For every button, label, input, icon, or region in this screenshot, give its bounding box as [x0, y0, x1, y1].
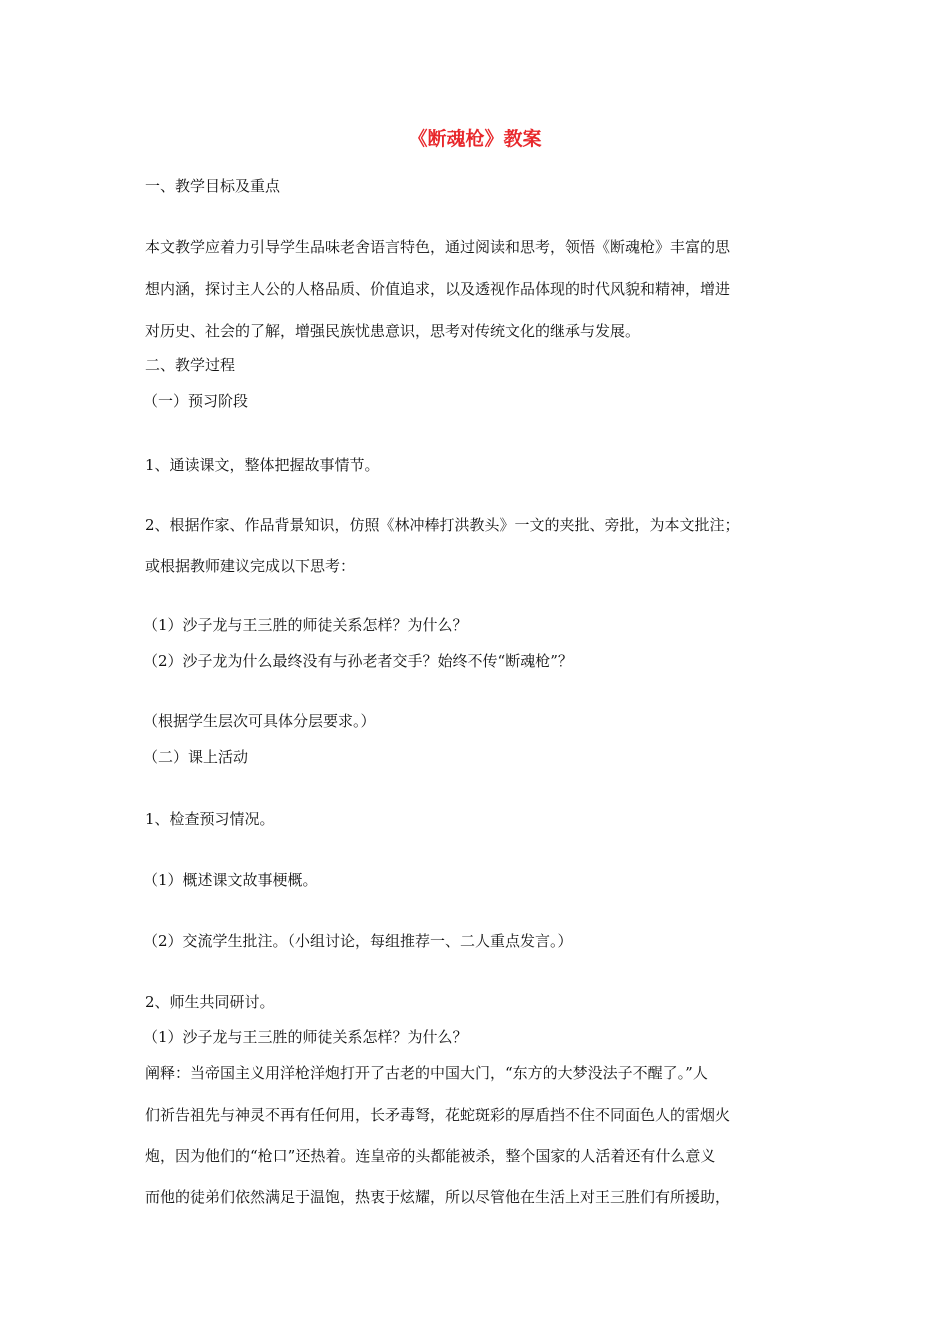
list-item: 2、师生共同研讨。: [145, 993, 275, 1011]
paragraph-line: 想内涵，探讨主人公的人格品质、价值追求，以及透视作品体现的时代风貌和精神，增进: [145, 280, 731, 298]
list-item-continuation: 或根据教师建议完成以下思考：: [145, 557, 356, 575]
list-item: 1、检查预习情况。: [145, 810, 275, 828]
paragraph-line: 对历史、社会的了解，增强民族忧患意识，思考对传统文化的继承与发展。: [145, 322, 641, 340]
document-title: 《断魂枪》教案: [408, 128, 542, 150]
paragraph-line: 而他的徒弟们依然满足于温饱，热衷于炫耀，所以尽管他在生活上对王三胜们有所援助，: [145, 1188, 731, 1206]
list-item: 1、通读课文，整体把握故事情节。: [145, 456, 380, 474]
section-heading-process: 二、教学过程: [145, 356, 236, 374]
list-item: 2、根据作家、作品背景知识，仿照《林冲棒打洪教头》一文的夹批、旁批，为本文批注；: [145, 516, 740, 534]
paragraph-line: 本文教学应着力引导学生品味老舍语言特色，通过阅读和思考，领悟《断魂枪》丰富的思: [145, 238, 731, 256]
paragraph-line: 炮，因为他们的“枪口”还热着。连皇帝的头都能被杀，整个国家的人活着还有什么意义: [145, 1147, 716, 1165]
paragraph-line: 阐释：当帝国主义用洋枪洋炮打开了古老的中国大门，“东方的大梦没法子不醒了。”人: [145, 1064, 708, 1082]
question-item: （1）沙子龙与王三胜的师徒关系怎样？为什么？: [143, 616, 468, 634]
paragraph-line: 们祈告祖先与神灵不再有任何用，长矛毒弩，花蛇斑彩的厚盾挡不住不同面色人的雷烟火: [145, 1106, 731, 1124]
question-item: （2）沙子龙为什么最终没有与孙老者交手？始终不传“断魂枪”？: [143, 652, 573, 670]
question-item: （1）沙子龙与王三胜的师徒关系怎样？为什么？: [143, 1028, 468, 1046]
question-item: （1）概述课文故事梗概。: [143, 871, 318, 889]
note-line: （根据学生层次可具体分层要求。）: [143, 712, 376, 730]
subsection-heading-class-activity: （二）课上活动: [143, 748, 249, 766]
question-item: （2）交流学生批注。（小组讨论，每组推荐一、二人重点发言。）: [143, 932, 573, 950]
subsection-heading-preview: （一）预习阶段: [143, 392, 249, 410]
section-heading-objectives: 一、教学目标及重点: [145, 177, 281, 195]
